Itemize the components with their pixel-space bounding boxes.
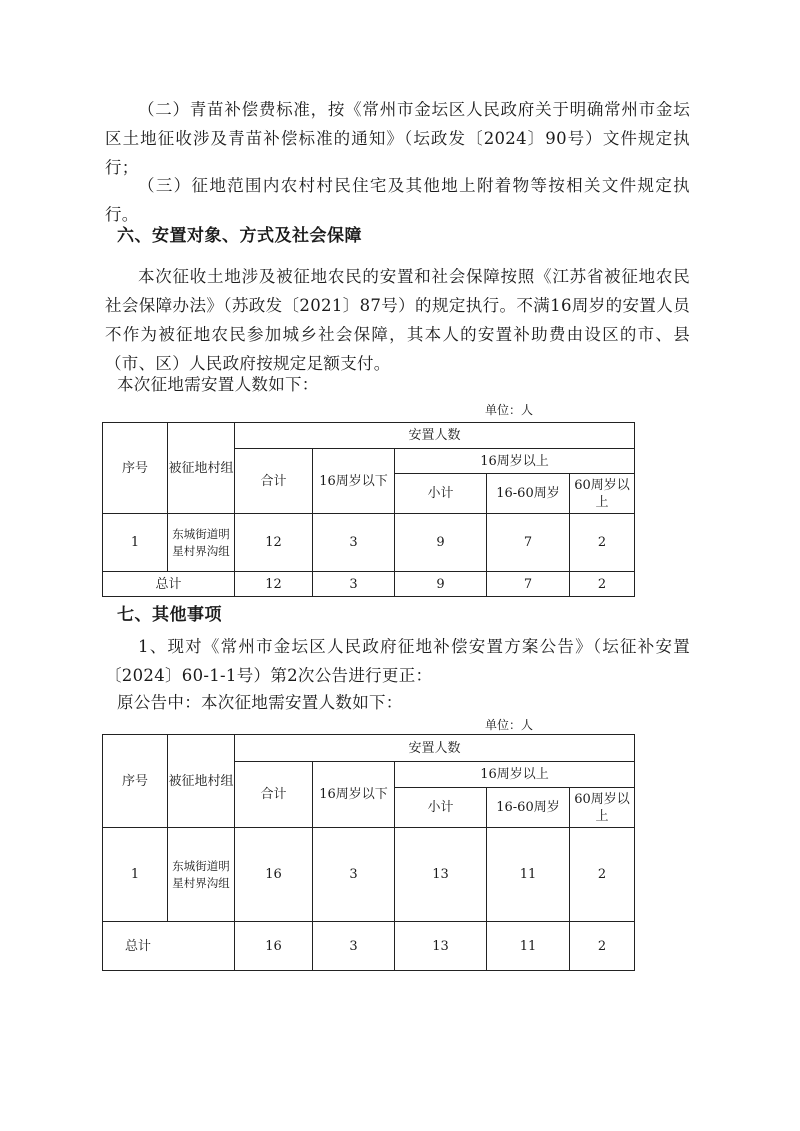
table2-header-total: 合计 bbox=[235, 762, 313, 828]
paragraph-social-security: 本次征收土地涉及被征地农民的安置和社会保障按照《江苏省被征地农民社会保障办法》（苏政发〔2021〕87号）的规定执行。不满16周岁的安置人员不作为被征地农民参加城乡社会保障，其本人的安置补助费由设区的市、县（市、区）人民政府按规定足额支付。 bbox=[105, 267, 690, 373]
table1-header-subtotal: 小计 bbox=[395, 474, 487, 514]
table2-header-16-60: 16-60周岁 bbox=[487, 788, 570, 828]
resettlement-table-current bbox=[102, 422, 635, 597]
table1-header-seq: 序号 bbox=[103, 423, 168, 514]
table2-sum-total: 16 bbox=[235, 922, 313, 971]
table1-sum-under16: 3 bbox=[313, 572, 395, 597]
resettlement-table-original bbox=[102, 734, 635, 971]
table2-cell-16-60: 11 bbox=[487, 828, 570, 922]
table1-sum-label: 总计 bbox=[103, 572, 235, 597]
table-row-sum bbox=[103, 922, 635, 971]
table2-cell-over60: 2 bbox=[570, 828, 635, 922]
table1-header-village: 被征地村组 bbox=[168, 423, 235, 514]
table1-header-16-60: 16-60周岁 bbox=[487, 474, 570, 514]
section-heading-other-matters: 七、其他事项 bbox=[117, 605, 222, 625]
table1-sum-16-60: 7 bbox=[487, 572, 570, 597]
table1-header-total: 合计 bbox=[235, 449, 313, 514]
table2-header-subtotal: 小计 bbox=[395, 788, 487, 828]
table2-sum-under16: 3 bbox=[313, 922, 395, 971]
table1-header-main: 安置人数 bbox=[235, 423, 635, 449]
table1-cell-subtotal: 9 bbox=[395, 514, 487, 572]
table1-sum-subtotal: 9 bbox=[395, 572, 487, 597]
table1-unit-label: 单位：人 bbox=[485, 403, 534, 417]
table1-sum-over60: 2 bbox=[570, 572, 635, 597]
paragraph-original-notice-intro: 原公告中：本次征地需安置人数如下： bbox=[117, 693, 403, 712]
table2-header-over16: 16周岁以上 bbox=[395, 762, 635, 788]
paragraph-residence-attachments: （三）征地范围内农村村民住宅及其他地上附着物等按相关文件规定执行。 bbox=[105, 176, 690, 224]
table2-sum-16-60: 11 bbox=[487, 922, 570, 971]
table2-header-under16: 16周岁以下 bbox=[313, 762, 395, 828]
table2-header-main: 安置人数 bbox=[235, 735, 635, 762]
table1-cell-under16: 3 bbox=[313, 514, 395, 572]
table-row bbox=[103, 514, 635, 572]
table2-cell-subtotal: 13 bbox=[395, 828, 487, 922]
table2-cell-total: 16 bbox=[235, 828, 313, 922]
table1-header-over60: 60周岁以上 bbox=[570, 474, 635, 514]
table-row bbox=[103, 828, 635, 922]
table2-cell-seq: 1 bbox=[103, 828, 168, 922]
table2-sum-label: 总计 bbox=[103, 922, 235, 971]
table2-header-village: 被征地村组 bbox=[168, 735, 235, 828]
paragraph-seedling-compensation: （二）青苗补偿费标准，按《常州市金坛区人民政府关于明确常州市金坛区土地征收涉及青苗补偿标准的通知》（坛政发〔2024〕90号）文件规定执行； bbox=[105, 100, 690, 177]
table2-sum-subtotal: 13 bbox=[395, 922, 487, 971]
table1-sum-total: 12 bbox=[235, 572, 313, 597]
table1-cell-16-60: 7 bbox=[487, 514, 570, 572]
table1-header-over16: 16周岁以上 bbox=[395, 449, 635, 474]
table1-cell-total: 12 bbox=[235, 514, 313, 572]
table1-cell-seq: 1 bbox=[103, 514, 168, 572]
table-row-sum bbox=[103, 572, 635, 597]
table2-cell-village: 东城街道明星村界沟组 bbox=[168, 828, 235, 922]
table2-header-seq: 序号 bbox=[103, 735, 168, 828]
table2-sum-over60: 2 bbox=[570, 922, 635, 971]
table1-cell-village: 东城街道明星村界沟组 bbox=[168, 514, 235, 572]
section-heading-resettlement: 六、安置对象、方式及社会保障 bbox=[117, 226, 362, 246]
table2-unit-label: 单位：人 bbox=[485, 718, 534, 732]
table1-header-under16: 16周岁以下 bbox=[313, 449, 395, 514]
table1-cell-over60: 2 bbox=[570, 514, 635, 572]
table2-cell-under16: 3 bbox=[313, 828, 395, 922]
paragraph-resettlement-count-intro: 本次征地需安置人数如下： bbox=[117, 375, 319, 394]
paragraph-correction-notice: 1、现对《常州市金坛区人民政府征地补偿安置方案公告》（坛征补安置〔2024〕60-1-1号）第2次公告进行更正： bbox=[105, 637, 690, 685]
table2-header-over60: 60周岁以上 bbox=[570, 788, 635, 828]
